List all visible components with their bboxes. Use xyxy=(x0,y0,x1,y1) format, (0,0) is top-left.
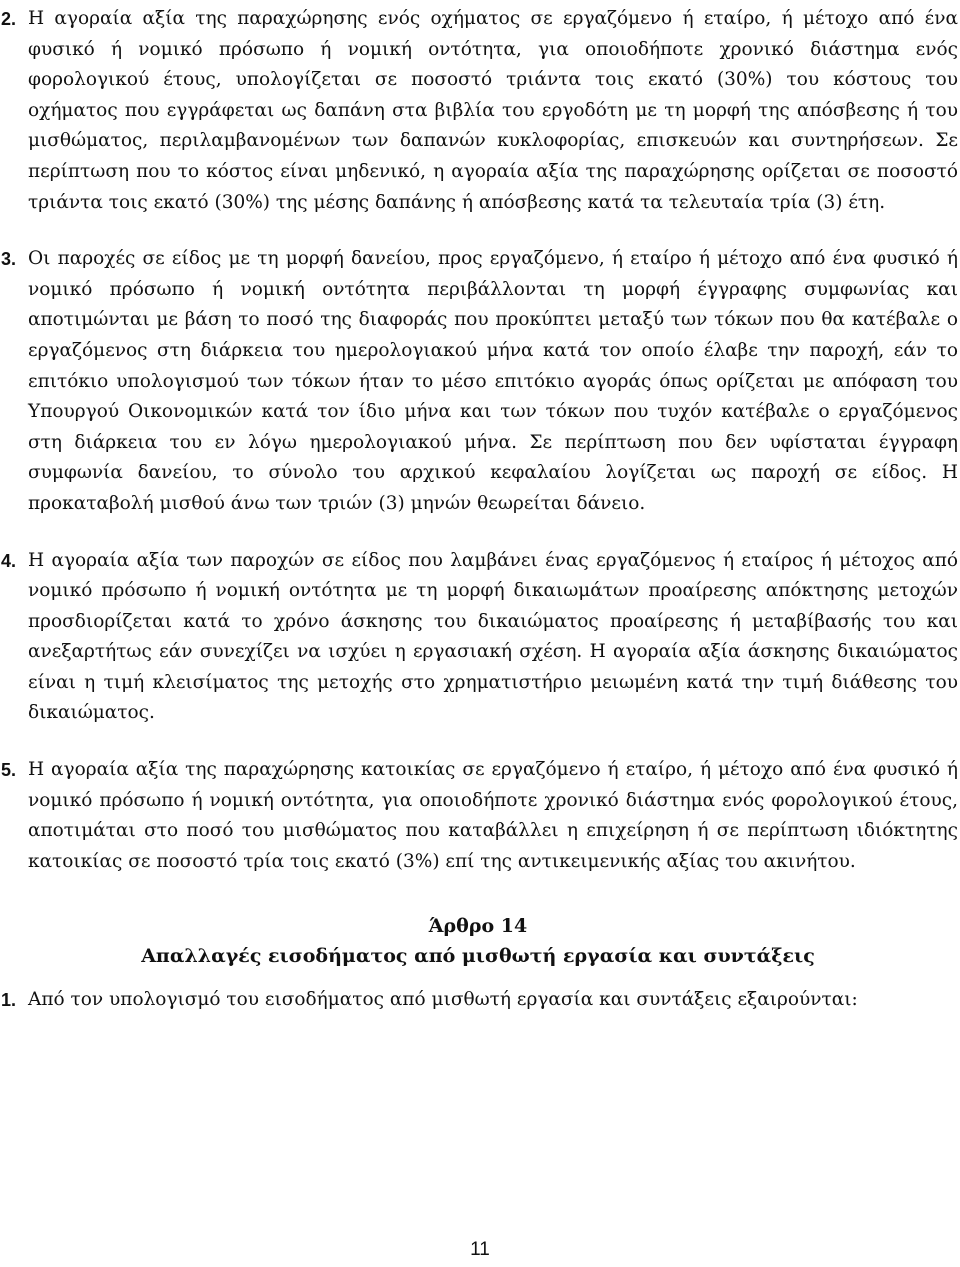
paragraph-5 xyxy=(1,755,958,877)
paragraph-4 xyxy=(1,546,958,730)
paragraph-text: Η αγοραία αξία της παραχώρησης κατοικίας σε εργαζόμενο ή εταίρο, ή μέτοχο από ένα φυσικό ή νομικό πρόσωπο ή νομική οντότητα, για οποιοδήποτε χρονικό διάστημα ενός φορολογικού έτους, αποτιμάται στο ποσό του μισθώματος που καταβάλλει η επιχείρηση ή σε περίπτωση ιδιόκτητης κατοικίας σε ποσοστό τρία τοις εκατό (3%) επί της αντικειμενικής αξίας του ακινήτου. xyxy=(28,759,958,872)
paragraph-number: 4. xyxy=(1,550,17,571)
article-number: Άρθρο 14 xyxy=(428,915,528,938)
paragraph-number: 2. xyxy=(1,9,17,29)
page-number: 11 xyxy=(470,1239,490,1260)
paragraph-text: Οι παροχές σε είδος με τη μορφή δανείου, προς εργαζόμενο, ή εταίρο ή μέτοχο από ένα φυσικό ή νομικό πρόσωπο ή νομική οντότητα περιβάλλονται τη μορφή έγγραφης συμφωνίας και αποτιμώνται με βάση το ποσό της διαφοράς που προκύπτει μεταξύ των τόκων που θα κατέβαλε ο εργαζόμενος στη διάρκεια του ημερολογιακού μήνα κατά τον οποίο έλαβε την παροχή, εάν το επιτόκιο υπολογισμού των τόκων ήταν το μέσο επιτόκιο αγοράς όπως ορίζεται με απόφαση του Υπουργού Οικονομικών κατά τον ίδιο μήνα και των τόκων που τυχόν κατέβαλε ο εργαζόμενος στη διάρκεια του εν λόγω ημερολογιακού μήνα. Σε περίπτωση που δεν υφίσταται έγγραφη συμφωνία δανείου, το σύνολο του αρχικού κεφαλαίου λογίζεται ως παροχή σε είδος. Η προκαταβολή μισθού άνω των τριών (3) μηνών θεωρείται δάνειο. xyxy=(28,248,958,514)
article-title: Απαλλαγές εισοδήματος από μισθωτή εργασία και συντάξεις xyxy=(141,945,815,968)
paragraph-3 xyxy=(1,244,958,519)
paragraph-number: 5. xyxy=(1,760,17,781)
article-heading xyxy=(28,911,958,971)
article-paragraph-1 xyxy=(1,985,958,1016)
paragraph-number: 1. xyxy=(1,990,17,1011)
paragraph-text: Η αγοραία αξία της παραχώρησης ενός οχήματος σε εργαζόμενο ή εταίρο, ή μέτοχο από ένα φυσικό ή νομικό πρόσωπο ή νομική οντότητα, για οποιοδήποτε χρονικό διάστημα ενός φορολογικού έτους, υπολογίζεται σε ποσοστό τριάντα τοις εκατό (30%) του κόστους του οχήματος που εγγράφεται ως δαπάνη στα βιβλία του εργοδότη με τη μορφή της απόσβεσης ή του μισθώματος, περιλαμβανομένων των δαπανών κυκλοφορίας, επισκευών και συντηρήσεων. Σε περίπτωση που το κόστος είναι μηδενικό, η αγοραία αξία της παραχώρησης ορίζεται σε ποσοστό τριάντα τοις εκατό (30%) της μέσης δαπάνης ή απόσβεσης κατά τα τελευταία τρία (3) έτη. xyxy=(28,8,958,213)
paragraph-text: Από τον υπολογισμό του εισοδήματος από μισθωτή εργασία και συντάξεις εξαιρούνται: xyxy=(28,989,858,1011)
paragraph-2 xyxy=(1,4,958,218)
paragraph-text: Η αγοραία αξία των παροχών σε είδος που λαμβάνει ένας εργαζόμενος ή εταίρος ή μέτοχος από νομικό πρόσωπο ή νομική οντότητα με τη μορφή δικαιωμάτων προαίρεσης απόκτησης μετοχών προσδιορίζεται κατά το χρόνο άσκησης του δικαιώματος προαίρεσης ή μεταβίβασής του και ανεξαρτήτως εάν συνεχίζει να ισχύει η εργασιακή σχέση. Η αγοραία αξία άσκησης δικαιώματος είναι η τιμή κλεισίματος της μετοχής στο χρηματιστήριο μειωμένη κατά την τιμή διάθεσης του δικαιώματος. xyxy=(28,549,958,724)
paragraph-number: 3. xyxy=(1,249,17,270)
